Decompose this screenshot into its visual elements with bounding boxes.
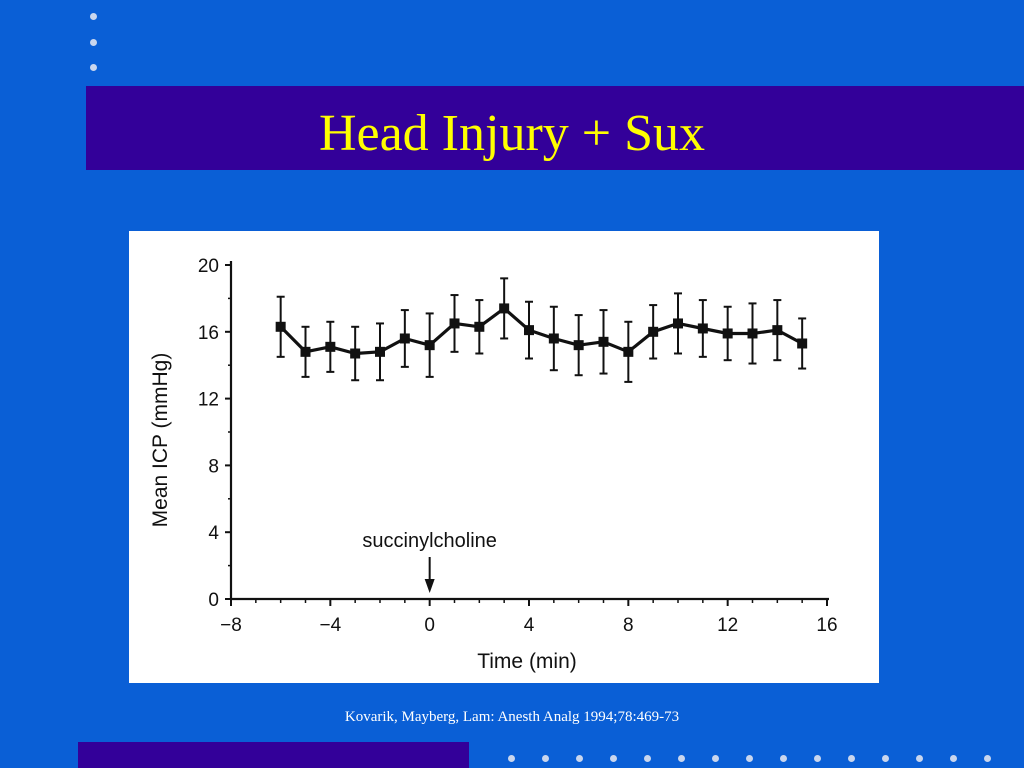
data-point — [450, 318, 460, 328]
data-point — [325, 342, 335, 352]
data-point — [425, 340, 435, 350]
data-point — [648, 327, 658, 337]
data-point — [301, 347, 311, 357]
y-tick-label: 4 — [208, 523, 219, 545]
data-point — [524, 325, 534, 335]
decorative-dot — [712, 755, 719, 762]
data-point — [400, 333, 410, 343]
decorative-dot — [610, 755, 617, 762]
y-tick-label: 12 — [197, 389, 219, 411]
chart-ticks — [198, 256, 838, 636]
decorative-dot — [90, 64, 97, 71]
y-tick-label: 20 — [197, 256, 219, 277]
decorative-dot — [576, 755, 583, 762]
x-tick-label: 0 — [424, 615, 435, 636]
y-axis-label: Mean ICP (mmHg) — [149, 352, 172, 528]
data-point — [797, 338, 807, 348]
x-tick-label: −8 — [220, 615, 242, 636]
decorative-dot — [848, 755, 855, 762]
data-point — [698, 323, 708, 333]
data-point — [574, 340, 584, 350]
data-point — [499, 303, 509, 313]
citation: Kovarik, Mayberg, Lam: Anesth Analg 1994;78:469-73 — [344, 709, 680, 725]
x-tick-label: 4 — [523, 615, 535, 636]
y-tick-label: 8 — [208, 456, 219, 478]
decorative-dot — [90, 13, 97, 20]
chart-data-layer — [276, 278, 808, 382]
x-axis-label: Time (min) — [477, 650, 577, 673]
data-point — [375, 347, 385, 357]
data-point — [623, 347, 633, 357]
decorative-dot — [746, 755, 753, 762]
x-tick-label: −4 — [319, 615, 342, 636]
data-point — [549, 333, 559, 343]
icp-chart — [129, 231, 879, 683]
data-point — [772, 325, 782, 335]
data-point — [474, 322, 484, 332]
data-point — [599, 337, 609, 347]
decorative-dot — [916, 755, 923, 762]
y-tick-label: 0 — [208, 590, 219, 611]
x-tick-label: 8 — [623, 615, 634, 636]
data-point — [276, 322, 286, 332]
data-point — [748, 328, 758, 338]
decorative-dot — [678, 755, 685, 762]
bottom-band — [78, 742, 469, 768]
slide-title: Head Injury + Sux — [318, 105, 706, 162]
x-tick-label: 16 — [816, 615, 838, 636]
y-tick-label: 16 — [197, 322, 219, 344]
decorative-dot — [950, 755, 957, 762]
decorative-dot — [508, 755, 515, 762]
annotation-label: succinylcholine — [362, 530, 497, 552]
decorative-dot — [984, 755, 991, 762]
data-point — [723, 328, 733, 338]
data-point — [350, 349, 360, 359]
decorative-dot — [814, 755, 821, 762]
decorative-dot — [90, 39, 97, 46]
decorative-dot — [644, 755, 651, 762]
data-point — [673, 318, 683, 328]
chart-annotation-layer — [362, 530, 497, 593]
decorative-dot — [882, 755, 889, 762]
chart-panel — [129, 231, 879, 683]
annotation-arrow-head — [425, 579, 435, 593]
decorative-dot — [542, 755, 549, 762]
x-tick-label: 12 — [717, 615, 739, 636]
decorative-dot — [780, 755, 787, 762]
